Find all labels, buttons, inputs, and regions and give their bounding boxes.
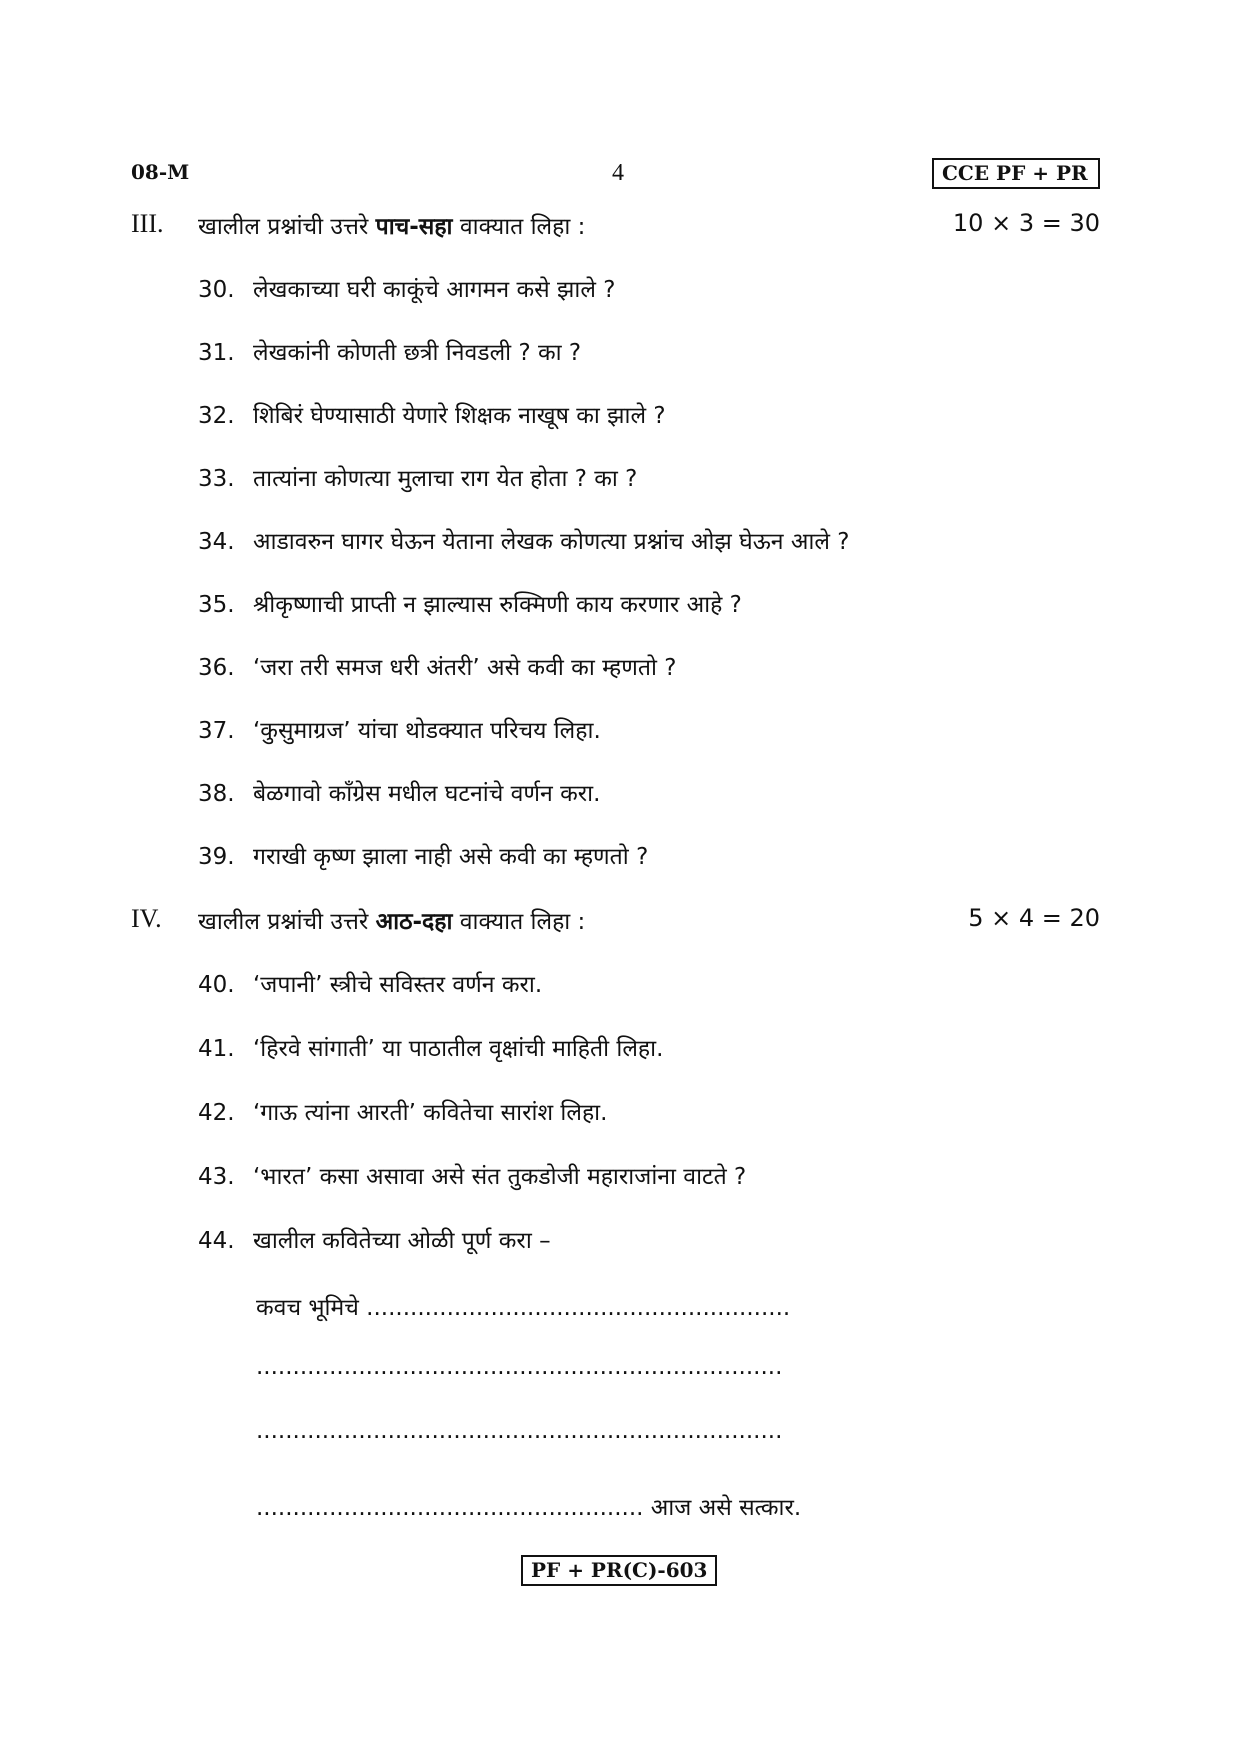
section-4-marks: 5 × 4 = 20 xyxy=(968,904,1100,932)
section-4-instruction: खालील प्रश्नांची उत्तरे आठ-दहा वाक्यात लिहा : xyxy=(198,909,586,935)
section-3-instruction: खालील प्रश्नांची उत्तरे पाच-सहा वाक्यात लिहा : xyxy=(198,214,586,240)
section-3-numeral: III. xyxy=(131,209,164,238)
question-32: 32. शिबिरं घेण्यासाठी येणारे शिक्षक नाखूष का झाले ? xyxy=(198,403,666,429)
question-40: 40. ‘जपानी’ स्त्रीचे सविस्तर वर्णन करा. xyxy=(198,972,543,998)
paper-code: 08-M xyxy=(131,160,190,184)
section-4-numeral: IV. xyxy=(131,904,162,933)
poem-line: ........................................................................ xyxy=(256,1418,783,1444)
section-3-marks: 10 × 3 = 30 xyxy=(952,209,1100,237)
question-43: 43. ‘भारत’ कसा असावा असे संत तुकडोजी महाराजांना वाटते ? xyxy=(198,1164,747,1190)
question-39: 39. गराखी कृष्ण झाला नाही असे कवी का म्हणतो ? xyxy=(198,844,649,870)
question-42: 42. ‘गाऊ त्यांना आरती’ कवितेचा सारांश लिहा. xyxy=(198,1100,608,1126)
question-37: 37. ‘कुसुमाग्रज’ यांचा थोडक्यात परिचय लिहा. xyxy=(198,718,601,744)
question-36: 36. ‘जरा तरी समज धरी अंतरी’ असे कवी का म्हणतो ? xyxy=(198,655,677,681)
question-34: 34. आडावरुन घागर घेऊन येताना लेखक कोणत्या प्रश्नांच ओझ घेऊन आले ? xyxy=(198,529,850,555)
question-38: 38. बेळगावो काँग्रेस मधील घटनांचे वर्णन करा. xyxy=(198,781,601,807)
poem-line: ........................................................................ xyxy=(256,1354,783,1380)
poem-line: ..................................................... आज असे सत्कार. xyxy=(256,1495,802,1521)
question-33: 33. तात्यांना कोणत्या मुलाचा राग येत होता ? का ? xyxy=(198,466,638,492)
poem-line: कवच भूमिचे .......................................................... xyxy=(256,1295,791,1321)
question-35: 35. श्रीकृष्णाची प्राप्ती न झाल्यास रुक्मिणी काय करणार आहे ? xyxy=(198,592,742,618)
question-41: 41. ‘हिरवे सांगाती’ या पाठातील वृक्षांची माहिती लिहा. xyxy=(198,1036,664,1062)
footer-code-box: PF + PR(C)-603 xyxy=(521,1555,717,1586)
paper-series-box: CCE PF + PR xyxy=(932,158,1100,189)
question-30: 30. लेखकाच्या घरी काकूंचे आगमन कसे झाले ? xyxy=(198,277,616,303)
question-44: 44. खालील कवितेच्या ओळी पूर्ण करा – xyxy=(198,1228,551,1254)
page-number: 4 xyxy=(612,160,624,186)
question-31: 31. लेखकांनी कोणती छत्री निवडली ? का ? xyxy=(198,340,582,366)
